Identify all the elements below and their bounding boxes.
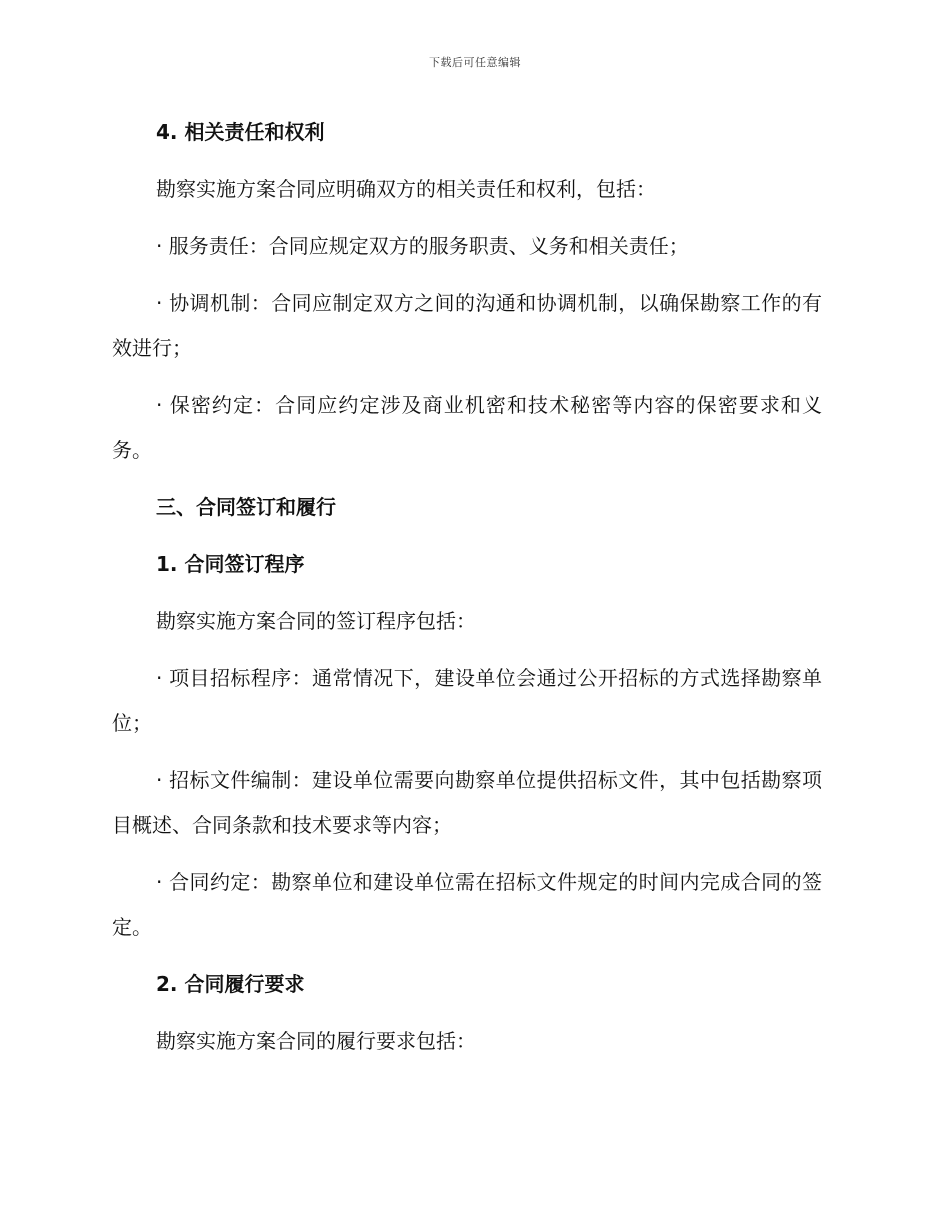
section-heading-responsibilities: 4. 相关责任和权利 <box>156 120 325 144</box>
section-heading-signing-procedure: 1. 合同签订程序 <box>156 552 305 576</box>
bullet-service-responsibility: · 服务责任：合同应规定双方的服务职责、义务和相关责任； <box>156 234 689 258</box>
section-heading-performance-requirements: 2. 合同履行要求 <box>156 972 305 996</box>
document-body <box>112 110 822 1076</box>
chapter-heading-signing-performance: 三、合同签订和履行 <box>156 495 336 519</box>
bullet-contract-agreement: · 合同约定：勘察单位和建设单位需在招标文件规定的时间内完成合同的签定。 <box>112 870 822 939</box>
bullet-bid-document-preparation: · 招标文件编制：建设单位需要向勘察单位提供招标文件，其中包括勘察项目概述、合同条款和技术要求等内容； <box>112 768 822 837</box>
paragraph-intro-responsibilities: 勘察实施方案合同应明确双方的相关责任和权利，包括： <box>156 177 656 201</box>
paragraph-intro-performance: 勘察实施方案合同的履行要求包括： <box>156 1029 476 1053</box>
bullet-coordination-mechanism: · 协调机制：合同应制定双方之间的沟通和协调机制，以确保勘察工作的有效进行； <box>112 291 822 360</box>
bullet-confidentiality: · 保密约定：合同应约定涉及商业机密和技术秘密等内容的保密要求和义务。 <box>112 393 822 462</box>
header-note: 下载后可任意编辑 <box>429 56 521 69</box>
bullet-bidding-procedure: · 项目招标程序：通常情况下，建设单位会通过公开招标的方式选择勘察单位； <box>112 666 822 735</box>
paragraph-intro-signing: 勘察实施方案合同的签订程序包括： <box>156 609 476 633</box>
